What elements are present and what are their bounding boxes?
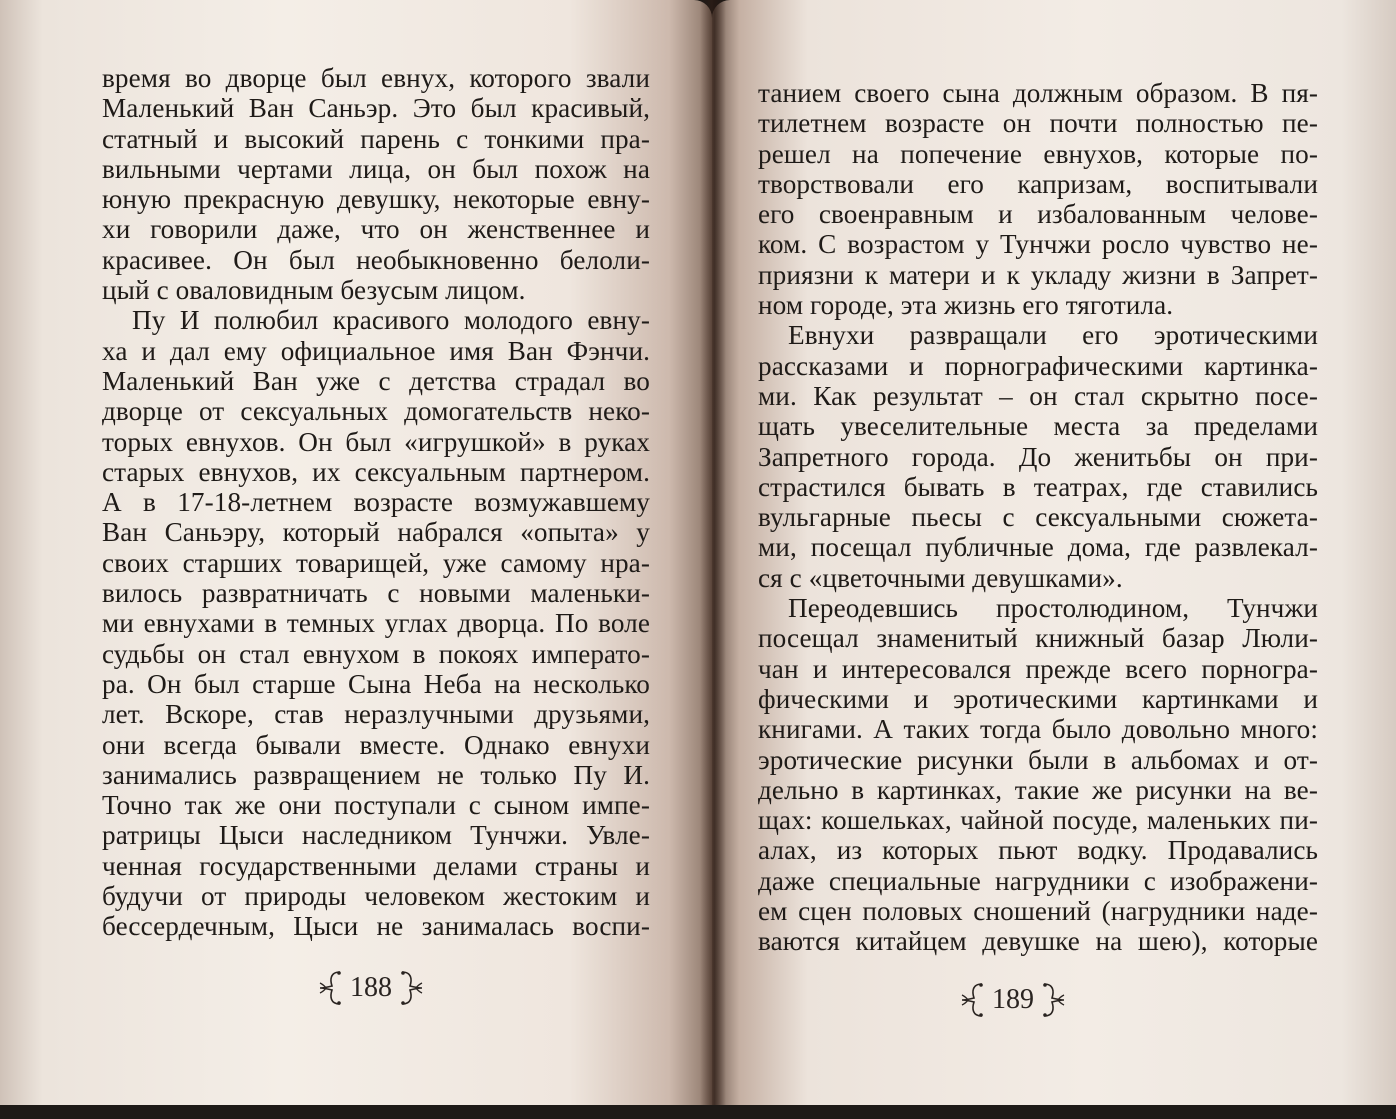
text-line: его своенравным и избалованным челове- [758, 199, 1318, 230]
text-line: ваются китайцем девушке на шею), которые [758, 926, 1318, 957]
text-line: даже специальные нагрудники с изображени- [758, 865, 1318, 896]
text-line: вилось развратничать с новыми маленьки- [102, 578, 650, 609]
text-line: танием своего сына должным образом. В пя- [758, 78, 1318, 108]
right-page-text [758, 78, 1318, 957]
text-line: своих старших товарищей, уже самому нра- [102, 547, 650, 578]
text-line: дельно в картинках, такие же рисунки на ве- [758, 774, 1318, 805]
right-page [712, 0, 1396, 1105]
text-line: рассказами и порнографическими картинка- [758, 350, 1318, 381]
text-line: хи говорили даже, что он женственнее и [102, 214, 650, 245]
text-line: А в 17-18-летнем возрасте возмужавшему [102, 487, 650, 518]
text-line: дворце от сексуальных домогательств неко- [102, 396, 650, 427]
text-line: ха и дал ему официальное имя Ван Фэнчи. [102, 335, 650, 366]
text-line: ся с «цветочными девушками». [758, 562, 1123, 593]
text-line: красивее. Он был необыкновенно белоли- [102, 244, 650, 275]
text-line: тилетнем возрасте он почти полностью пе- [758, 108, 1318, 139]
text-line: ном городе, эта жизнь его тяготила. [758, 290, 1174, 321]
left-page-text [102, 63, 650, 942]
text-line: ратрицы Цыси наследником Тунчжи. Увле- [102, 820, 650, 851]
text-line: Маленький Ван уже с детства страдал во [102, 365, 650, 396]
text-line: щать увеселительные места за пределами [758, 411, 1318, 442]
text-line: чан и интересовался прежде всего порногра- [758, 653, 1318, 684]
page-number-189 [960, 980, 1066, 1020]
text-line: ми евнухами в темных углах дворца. По воле [102, 608, 650, 639]
text-line: цый с оваловидным безусым лицом. [102, 275, 526, 306]
text-line: ми. Как результат – он стал скрытно посе- [758, 380, 1318, 411]
flourish-bracket-left-icon [960, 980, 986, 1020]
text-line: Маленький Ван Саньэр. Это был красивый, [102, 93, 650, 124]
text-line: вильными чертами лица, он был похож на [102, 153, 650, 184]
text-line: алах, из которых пьют водку. Продавались [758, 835, 1318, 866]
text-line: судьбы он стал евнухом в покоях императо- [102, 638, 650, 669]
text-line: торых евнухов. Он был «игрушкой» в руках [102, 426, 650, 457]
text-line: время во дворце был евнух, которого звали [102, 63, 650, 93]
text-line: решел на попечение евнухов, которые по- [758, 138, 1318, 169]
text-line: творствовали его капризам, воспитывали [758, 168, 1318, 199]
text-line: ем сцен половых сношений (нагрудники наде- [758, 896, 1318, 927]
text-line: ком. С возрастом у Тунчжи росло чувство не- [758, 229, 1318, 260]
text-line: занимались развращением не только Пу И. [102, 759, 650, 790]
text-line: посещал знаменитый книжный базар Люли- [758, 623, 1318, 654]
flourish-bracket-left-icon [318, 968, 344, 1008]
text-line: лет. Вскоре, став неразлучными друзьями, [102, 699, 650, 730]
text-line: страстился бывать в театрах, где ставились [758, 471, 1318, 502]
text-line: ми, посещал публичные дома, где развлекал- [758, 532, 1318, 563]
page-number: 189 [992, 984, 1034, 1015]
text-line: ра. Он был старше Сына Неба на несколько [102, 668, 650, 699]
text-line: эротические рисунки были в альбомах и от- [758, 744, 1318, 775]
text-line: статный и высокий парень с тонкими пра- [102, 123, 650, 154]
text-line: бессердечным, Цыси не занималась воспи- [102, 911, 650, 942]
text-line: Переодевшись простолюдином, Тунчжи [788, 593, 1318, 624]
page-number: 188 [350, 972, 392, 1003]
text-line: юную прекрасную девушку, некоторые евну- [102, 184, 650, 215]
text-line: приязни к матери и к укладу жизни в Запрет- [758, 259, 1318, 290]
text-line: старых евнухов, их сексуальным партнером. [102, 456, 650, 487]
text-line: книгами. А таких тогда было довольно много: [758, 714, 1318, 745]
flourish-bracket-right-icon [1040, 980, 1066, 1020]
page-number-188 [318, 968, 424, 1008]
text-line: фическими и эротическими картинками и [758, 683, 1318, 714]
text-line: ченная государственными делами страны и [102, 850, 650, 881]
text-line: вульгарные пьесы с сексуальными сюжета- [758, 502, 1318, 533]
flourish-bracket-right-icon [398, 968, 424, 1008]
text-line: Пу И полюбил красивого молодого евну- [132, 305, 650, 336]
text-line: щах: кошельках, чайной посуде, маленьких пи- [758, 805, 1318, 836]
text-line: Ван Саньэру, который набрался «опыта» у [102, 517, 650, 548]
text-line: будучи от природы человеком жестоким и [102, 881, 650, 912]
text-line: Запретного города. До женитьбы он при- [758, 441, 1318, 472]
text-line: Точно так же они поступали с сыном импе- [102, 790, 650, 821]
text-line: они всегда бывали вместе. Однако евнухи [102, 729, 650, 760]
text-line: Евнухи развращали его эротическими [788, 320, 1318, 351]
